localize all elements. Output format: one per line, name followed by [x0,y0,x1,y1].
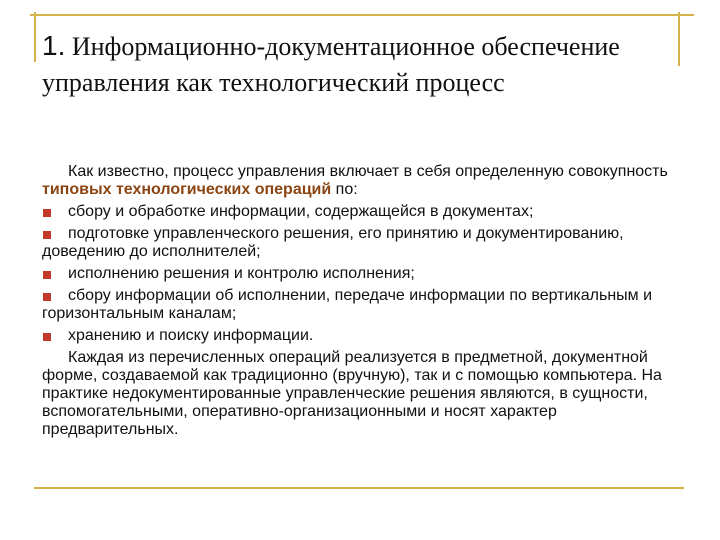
list-item [42,327,682,345]
intro-before: Как известно, процесс управления включает в себя определенную совокупность [68,163,668,180]
list-item-text: подготовке управленческого решения, его принятию и документированию, доведению до исполнителей; [42,225,624,260]
list-item [42,203,682,221]
intro-highlight: типовых технологических операций [42,181,332,198]
list-item [42,225,682,261]
bullet-square-icon [43,231,51,239]
list-item-text: сбору информации об исполнении, передаче информации по вертикальным и горизонтальным каналам; [42,287,653,322]
frame-left-line [34,12,36,62]
list-item [42,265,682,283]
list-item-text: исполнению решения и контролю исполнения; [68,265,415,282]
frame-bottom-line [34,487,684,489]
intro-paragraph [42,163,682,199]
bullet-square-icon [43,333,51,341]
list-item-text: хранению и поиску информации. [68,327,314,344]
bullet-square-icon [43,209,51,217]
title-number: 1. [42,30,66,61]
closing-paragraph: Каждая из перечисленных операций реализуется в предметной, документной форме, создаваемой как традиционно (вручную), так и с помощью компьютера. На практике недокументированные управленческие решения являются, в сущности, вспомогательными, оперативно-организационными и носят характер предварительных. [42,349,662,438]
intro-after: по: [331,181,358,198]
list-item-text: сбору и обработке информации, содержащейся в документах; [68,203,534,220]
title-text: Информационно-документационное обеспечение управления как технологический процесс [42,32,620,97]
frame-top-line [30,14,694,16]
bullet-square-icon [43,293,51,301]
slide-title [42,28,682,101]
bullet-square-icon [43,271,51,279]
slide-body [42,163,682,439]
list-item [42,287,682,323]
